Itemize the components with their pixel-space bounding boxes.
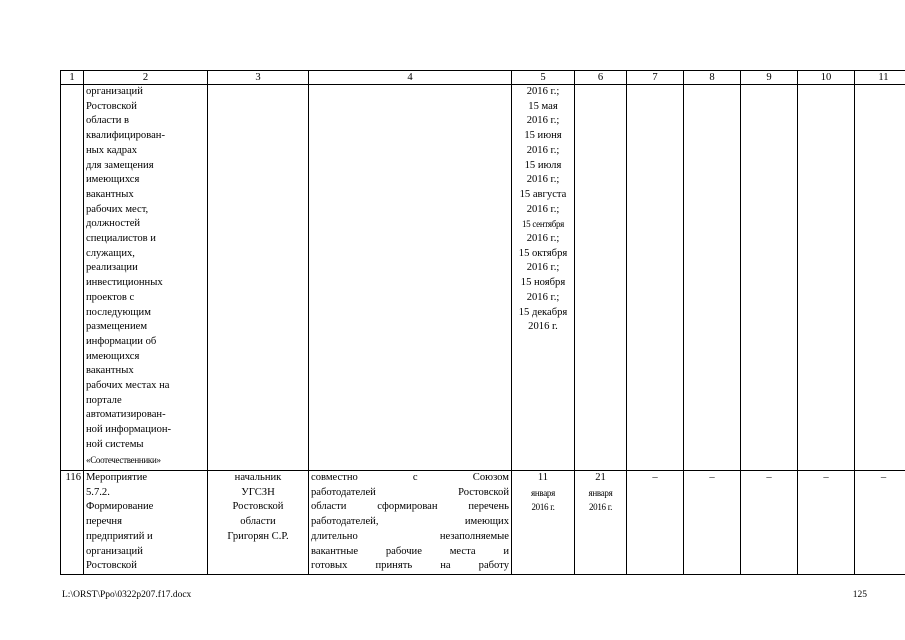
header-cell: 5 bbox=[512, 71, 575, 85]
cell-line: 2016 г. bbox=[531, 502, 555, 513]
cell-line: 2016 г.; bbox=[526, 233, 560, 245]
result-cell bbox=[309, 471, 512, 575]
result-cell bbox=[309, 85, 512, 471]
cell-line: области bbox=[240, 516, 276, 528]
cell-line: работодателей Ростовской bbox=[311, 486, 509, 498]
cell-line: января bbox=[588, 487, 613, 498]
cell-line: Мероприятие bbox=[86, 472, 148, 483]
responsible-cell bbox=[208, 471, 309, 575]
row-number-cell: 116 bbox=[61, 471, 84, 575]
header-cell: 6 bbox=[575, 71, 627, 85]
cell-line: портале bbox=[86, 394, 122, 406]
cell-line: организаций bbox=[86, 86, 143, 97]
cell-line: квалифицирован- bbox=[86, 130, 165, 142]
cell-line: области в bbox=[86, 115, 130, 127]
cell-line: имеющихся bbox=[86, 350, 140, 362]
header-cell: 9 bbox=[741, 71, 798, 85]
end-date-cell bbox=[575, 471, 627, 575]
dash-cell: – bbox=[855, 471, 905, 575]
cell-line: 15 мая bbox=[528, 100, 558, 112]
header-cell: 4 bbox=[309, 71, 512, 85]
cell-line: 2016 г.; bbox=[526, 144, 560, 156]
dash-cell: – bbox=[798, 471, 855, 575]
file-path: L:\ORST\Ppo\0322p207.f17.docx bbox=[62, 590, 192, 600]
cell-line: ных кадрах bbox=[86, 144, 138, 156]
activity-cell bbox=[84, 471, 208, 575]
value-cell bbox=[627, 85, 684, 471]
cell-line: 15 августа bbox=[519, 188, 567, 200]
cell-line: имеющихся bbox=[86, 174, 140, 186]
value-cell bbox=[684, 85, 741, 471]
cell-line: 2016 г. bbox=[588, 502, 613, 513]
cell-line: последующим bbox=[86, 306, 151, 318]
header-cell: 10 bbox=[798, 71, 855, 85]
cell-line: должностей bbox=[86, 218, 141, 230]
header-cell: 8 bbox=[684, 71, 741, 85]
header-cell: 2 bbox=[84, 71, 208, 85]
date-cell bbox=[575, 85, 627, 471]
table-row bbox=[61, 471, 905, 575]
start-date-cell bbox=[512, 471, 575, 575]
responsible-cell bbox=[208, 85, 309, 471]
cell-line: Формирование bbox=[86, 501, 154, 513]
date-cell bbox=[512, 85, 575, 471]
cell-line: перечня bbox=[86, 516, 122, 528]
cell-line: УГСЗН bbox=[241, 486, 275, 498]
cell-line: 15 ноября bbox=[520, 277, 566, 289]
cell-line: 2016 г.; bbox=[526, 174, 560, 186]
value-cell bbox=[741, 85, 798, 471]
cell-line: 15 июня bbox=[524, 130, 562, 142]
cell-line: рабочих местах на bbox=[86, 380, 170, 392]
cell-line: вакантные рабочие места и bbox=[311, 545, 509, 557]
cell-line: 2016 г.; bbox=[526, 291, 560, 303]
cell-line: инвестиционных bbox=[86, 277, 163, 289]
cell-line: для замещения bbox=[86, 159, 154, 171]
cell-line: 2016 г.; bbox=[526, 86, 560, 97]
cell-line: «Соотечественники» bbox=[86, 454, 161, 465]
cell-line: 15 декабря bbox=[518, 306, 568, 318]
cell-line: 2016 г. bbox=[528, 321, 558, 333]
cell-line: 2016 г.; bbox=[526, 203, 560, 215]
dash-cell: – bbox=[627, 471, 684, 575]
header-row bbox=[61, 71, 905, 85]
cell-line: области сформирован перечень bbox=[311, 501, 509, 513]
row-number-cell bbox=[61, 85, 84, 471]
cell-line: ной информацион- bbox=[86, 424, 172, 436]
cell-line: информации об bbox=[86, 335, 157, 347]
header-cell: 7 bbox=[627, 71, 684, 85]
cell-line: 15 июля bbox=[524, 159, 562, 171]
cell-line: 5.7.2. bbox=[86, 486, 110, 498]
cell-line: Ростовской bbox=[232, 501, 284, 513]
cell-line: Григорян С.Р. bbox=[227, 530, 289, 542]
cell-line: вакантных bbox=[86, 365, 134, 377]
cell-line: длительно незаполняемые bbox=[311, 530, 509, 542]
cell-line: вакантных bbox=[86, 188, 134, 200]
cell-line: рабочих мест, bbox=[86, 203, 149, 215]
cell-line: начальник bbox=[234, 472, 282, 483]
cell-line: проектов с bbox=[86, 291, 135, 303]
dash-cell: – bbox=[741, 471, 798, 575]
cell-line: предприятий и bbox=[86, 530, 153, 542]
cell-line: работодателей, имеющих bbox=[311, 516, 509, 528]
header-cell: 11 bbox=[855, 71, 905, 85]
header-cell: 1 bbox=[61, 71, 84, 85]
cell-line: специалистов и bbox=[86, 233, 156, 245]
value-cell bbox=[855, 85, 905, 471]
cell-line: служащих, bbox=[86, 247, 135, 259]
cell-line: 15 октября bbox=[518, 247, 568, 259]
cell-line: реализации bbox=[86, 262, 138, 274]
cell-line: 21 bbox=[595, 472, 606, 483]
cell-line: автоматизирован- bbox=[86, 409, 166, 421]
cell-line: готовых принять на работу bbox=[311, 560, 509, 572]
activity-cell bbox=[84, 85, 208, 471]
table-row bbox=[61, 85, 905, 471]
cell-line: размещением bbox=[86, 321, 148, 333]
dash-cell: – bbox=[684, 471, 741, 575]
cell-line: 2016 г.; bbox=[526, 262, 560, 274]
plan-table bbox=[60, 70, 905, 575]
cell-line: совместно с Союзом bbox=[311, 472, 509, 483]
page-number: 125 bbox=[852, 590, 867, 600]
cell-line: организаций bbox=[86, 545, 143, 557]
value-cell bbox=[798, 85, 855, 471]
header-cell: 3 bbox=[208, 71, 309, 85]
cell-line: Ростовской bbox=[86, 100, 137, 112]
cell-line: января bbox=[531, 487, 555, 498]
cell-line: 15 сентября bbox=[521, 219, 565, 230]
cell-line: Ростовской bbox=[86, 560, 137, 572]
cell-line: 11 bbox=[537, 472, 549, 483]
cell-line: 2016 г.; bbox=[526, 115, 560, 127]
cell-line: ной системы bbox=[86, 438, 144, 450]
